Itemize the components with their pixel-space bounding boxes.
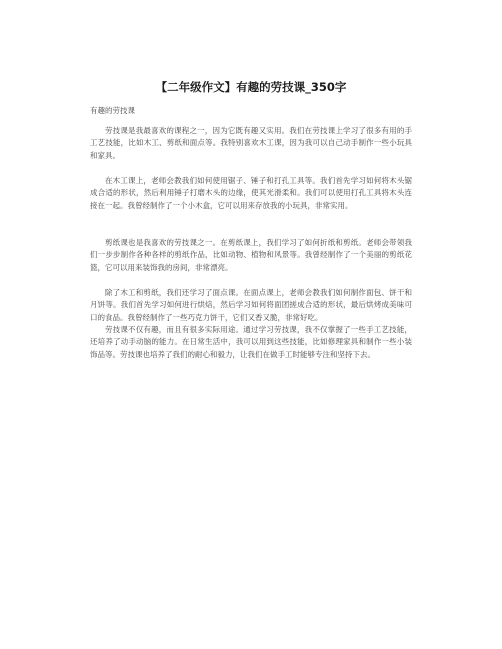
paragraph-1: 劳技课是我最喜欢的课程之一，因为它既有趣又实用。我们在劳技课上学习了很多有用的手工艺技能，比如木工、剪纸和面点等。我特别喜欢木工课，因为我可以自己动手制作一些小玩具和家具。 <box>90 126 412 160</box>
paragraph-2: 在木工课上，老师会教我们如何使用锯子、锤子和打孔工具等。我们首先学习如何将木头锯成合适的形状，然后利用锤子打磨木头的边缘，使其光滑柔和。我们可以使用打孔工具将木头连接在一起。我曾经制作了一个小木盒，它可以用来存放我的小玩具，非常实用。 <box>90 176 412 210</box>
paragraph-5: 劳技课不仅有趣，而且有很多实际用途。通过学习劳技课，我不仅掌握了一些手工艺技能，还培养了动手动脑的能力。在日常生活中，我可以用到这些技能，比如修理家具和制作一些小装饰品等。劳技课也培养了我们的耐心和毅力，让我们在做手工时能够专注和坚持下去。 <box>90 325 412 359</box>
document-title: 【二年级作文】有趣的劳技课_350字 <box>155 80 347 94</box>
paragraph-4: 除了木工和剪纸，我们还学习了面点课。在面点课上，老师会教我们如何制作面包、饼干和月饼等。我们首先学习如何进行烘焙，然后学习如何将面团搓成合适的形状，最后烘烤成美味可口的食品。我曾经制作了一些巧克力饼干，它们又香又脆，非常好吃。 <box>90 288 412 322</box>
paragraph-3: 剪纸课也是我喜欢的劳技课之一。在剪纸课上，我们学习了如何折纸和剪纸。老师会带领我们一步步制作各种各样的剪纸作品，比如动物、植物和风景等。我曾经制作了一个美丽的剪纸花篮，它可以用来装饰我的房间，非常漂亮。 <box>90 238 412 272</box>
document-subtitle: 有趣的劳技课 <box>90 106 135 115</box>
